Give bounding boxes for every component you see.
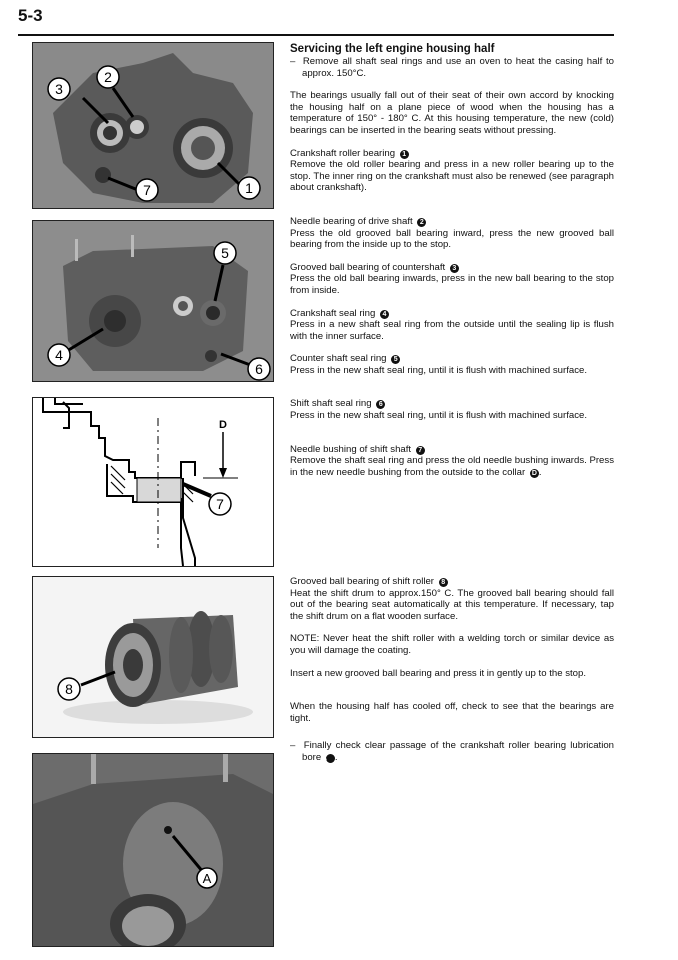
insert-text: Insert a new grooved ball bearing and press it in gently up to the stop. xyxy=(290,667,586,679)
callout-A xyxy=(197,868,217,888)
intro-paragraph: The bearings usually fall out of their seat of their own accord by knocking the housing half on a plane piece of wood when the housing has a temperature of 150° - 180° C. At this housing temperature, the new (cold) bearings can be inserted in the bearing seats without pressing. xyxy=(290,90,614,136)
needle-drive-text: Press the old grooved ball bearing inward, press the new grooved ball bearing from the inside up to the stop. xyxy=(290,227,614,251)
counter-seal-heading: Counter shaft seal ring 5 xyxy=(290,353,614,365)
crank-roller-text: Remove the old roller bearing and press in a new roller bearing up to the stop. The inner ring on the crankshaft must also be renewed (see paragraph about crankshaft). xyxy=(290,159,614,194)
callout-7 xyxy=(209,493,231,515)
shift-seal-text: Press in the new shaft seal ring, until it is flush with machined surface. xyxy=(290,410,588,422)
ref-A: A xyxy=(326,754,335,763)
ref-7: 7 xyxy=(416,446,425,455)
countershaft-text: Press the old ball bearing inwards, press in the new ball bearing to the stop from inside. xyxy=(290,273,614,296)
ref-5: 5 xyxy=(391,355,400,364)
callout-6 xyxy=(248,358,270,380)
ref-8: 8 xyxy=(439,578,448,587)
callout-1-label: 1 xyxy=(245,180,253,196)
callout-5-label: 5 xyxy=(221,245,229,261)
cooled-text: When the housing half has cooled off, check to see that the bearings are tight. xyxy=(290,701,614,724)
lubrication-bore-photo xyxy=(32,753,274,947)
page-number: 5-3 xyxy=(18,6,43,25)
ref-1: 1 xyxy=(400,150,409,159)
bushing-section-drawing xyxy=(32,397,274,567)
counter-seal-text: Press in the new shaft seal ring, until it is flush with machined surface. xyxy=(290,364,588,376)
callout-7-label: 7 xyxy=(143,182,151,198)
callout-8 xyxy=(58,678,80,700)
callout-A-label: A xyxy=(202,871,212,886)
callout-7-label: 7 xyxy=(216,496,224,512)
callout-7 xyxy=(136,179,158,201)
ref-label-D: D xyxy=(219,419,227,431)
final-bullet: – Finally check clear passage of the crankshaft roller bearing lubrication bore A . xyxy=(290,740,614,763)
needle-shift-text: Remove the shaft seal ring and press the old needle bushing inwards. Press in the new needle bushing from the outside to the collar D . xyxy=(290,455,614,478)
crank-roller-heading: Crankshaft roller bearing 1 xyxy=(290,148,614,160)
crank-seal-heading: Crankshaft seal ring 4 xyxy=(290,308,614,320)
intro-bullet: – Remove all shaft seal rings and use an oven to heat the casing half to approx. 150°C. xyxy=(290,56,614,79)
callout-3 xyxy=(48,78,70,100)
ref-4: 4 xyxy=(380,310,389,319)
shift-roller-text: Heat the shift drum to approx.150° C. The grooved ball bearing should fall out of the bearing seat automatically at this temperature. If necessary, tap the shift drum on a flat wooden surface. xyxy=(290,587,614,622)
section-title: Servicing the left engine housing half xyxy=(290,43,495,55)
countershaft-heading: Grooved ball bearing of countershaft 3 xyxy=(290,262,614,274)
callout-3-label: 3 xyxy=(55,81,63,97)
ref-2: 2 xyxy=(417,218,426,227)
callout-4 xyxy=(48,344,70,366)
ref-3: 3 xyxy=(450,264,459,273)
section-text xyxy=(290,42,614,478)
callout-2 xyxy=(97,66,119,88)
note-text: NOTE: Never heat the shift roller with a welding torch or similar device as you will damage the coating. xyxy=(290,633,614,656)
housing-outside-photo xyxy=(32,220,274,382)
header-rule xyxy=(18,34,614,36)
shift-roller-heading: Grooved ball bearing of shift roller 8 xyxy=(290,576,614,588)
needle-shift-heading: Needle bushing of shift shaft 7 xyxy=(290,444,614,456)
shift-drum-photo xyxy=(32,576,274,738)
shift-seal-heading: Shift shaft seal ring 6 xyxy=(290,398,614,410)
callout-4-label: 4 xyxy=(55,347,63,363)
callout-5 xyxy=(214,242,236,264)
engine-housing-photo xyxy=(32,42,274,209)
section-text-lower xyxy=(290,576,614,764)
callout-1 xyxy=(238,177,260,199)
callout-2-label: 2 xyxy=(104,69,112,85)
ref-D: D xyxy=(531,469,537,477)
callout-6-label: 6 xyxy=(255,361,263,377)
ref-6: 6 xyxy=(376,400,385,409)
callout-8-label: 8 xyxy=(65,681,73,697)
needle-drive-heading: Needle bearing of drive shaft 2 xyxy=(290,216,614,228)
crank-seal-text: Press in a new shaft seal ring from the outside until the sealing lip is flush with the inner surface. xyxy=(290,319,614,342)
